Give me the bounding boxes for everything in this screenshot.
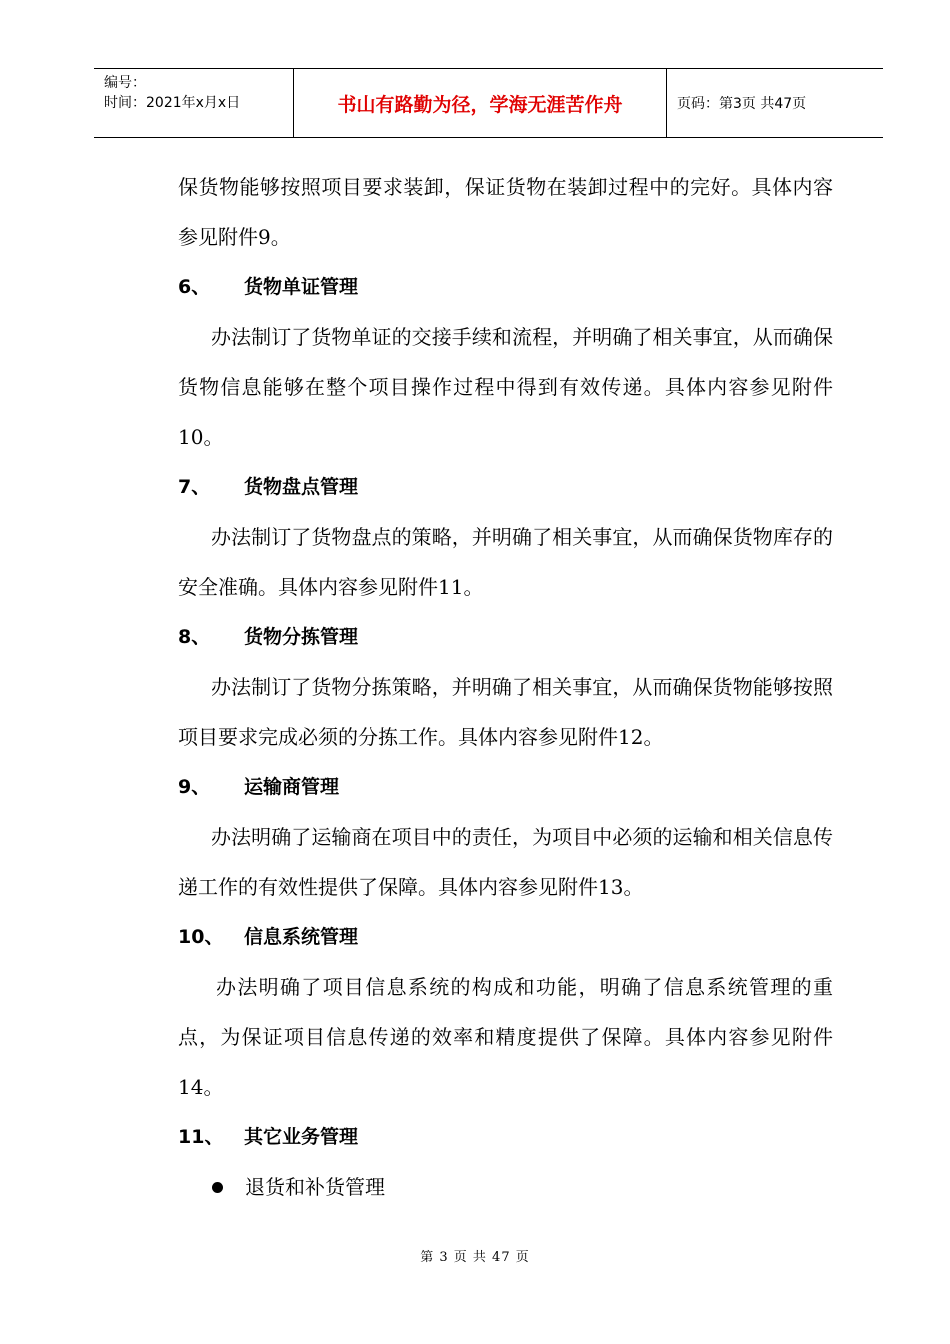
page-footer: 第 3 页 共 47 页 [420, 1250, 530, 1265]
page-header [94, 68, 883, 138]
header-motto: 书山有路勤为径，学海无涯苦作舟 [294, 69, 667, 137]
section-title: 信息系统管理 [244, 926, 359, 948]
header-meta [94, 69, 294, 137]
section-heading-11 [178, 1112, 833, 1162]
section-title: 运输商管理 [244, 776, 340, 798]
header-page-info: 页码：第3页 共47页 [677, 96, 807, 112]
section-title: 货物盘点管理 [244, 476, 359, 498]
section-heading-8 [178, 612, 833, 662]
time-label: 时间：2021年x月x日 [104, 95, 241, 111]
section-heading-6 [178, 262, 833, 312]
bullet-item [178, 1162, 833, 1212]
document-body [178, 162, 833, 1212]
section-title: 货物分拣管理 [244, 626, 359, 648]
paragraph-section-8: 办法制订了货物分拣策略，并明确了相关事宜，从而确保货物能够按照项目要求完成必须的分拣工作。具体内容参见附件12。 [178, 675, 833, 749]
section-number: 10、 [178, 926, 224, 948]
section-number: 7、 [178, 476, 211, 498]
paragraph-continuation: 保货物能够按照项目要求装卸，保证货物在装卸过程中的完好。具体内容参见附件9。 [178, 175, 833, 249]
bullet-text: 退货和补货管理 [245, 1175, 385, 1199]
section-number: 11、 [178, 1126, 224, 1148]
section-number: 8、 [178, 626, 211, 648]
section-number: 9、 [178, 776, 211, 798]
section-heading-7 [178, 462, 833, 512]
bullet-dot-icon [212, 1182, 223, 1193]
number-label: 编号： [104, 75, 146, 91]
section-heading-10 [178, 912, 833, 962]
section-title: 其它业务管理 [244, 1126, 359, 1148]
paragraph-section-10: 办法明确了项目信息系统的构成和功能，明确了信息系统管理的重点，为保证项目信息传递的效率和精度提供了保障。具体内容参见附件14。 [178, 975, 833, 1099]
paragraph-section-7: 办法制订了货物盘点的策略，并明确了相关事宜，从而确保货物库存的安全准确。具体内容参见附件11。 [178, 525, 833, 599]
paragraph-section-6: 办法制订了货物单证的交接手续和流程，并明确了相关事宜，从而确保货物信息能够在整个项目操作过程中得到有效传递。具体内容参见附件10。 [178, 325, 833, 449]
section-heading-9 [178, 762, 833, 812]
section-title: 货物单证管理 [244, 276, 359, 298]
section-number: 6、 [178, 276, 211, 298]
paragraph-section-9: 办法明确了运输商在项目中的责任，为项目中必须的运输和相关信息传递工作的有效性提供了保障。具体内容参见附件13。 [178, 825, 833, 899]
